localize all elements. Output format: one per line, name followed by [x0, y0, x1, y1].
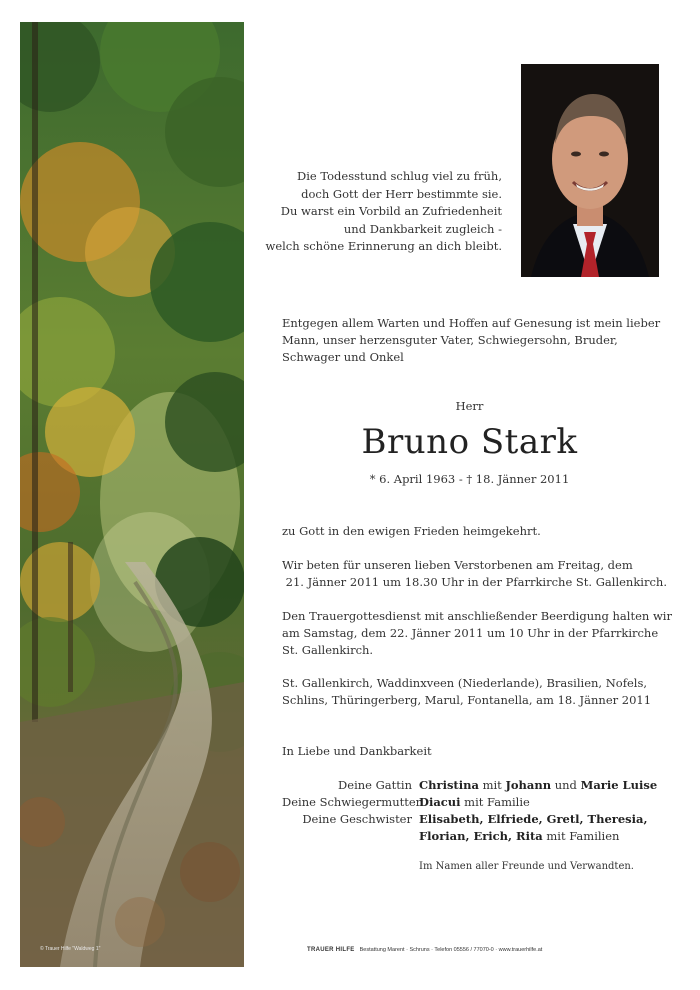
photo-credit: © Trauer Hilfe "Waldweg 1"	[40, 946, 101, 952]
connector-text: mit Familien	[542, 829, 620, 843]
mourner-name: Christina	[419, 778, 479, 792]
mourner-role: Deine Schwiegermutter	[282, 795, 422, 809]
closing-text: Im Namen aller Freunde und Verwandten.	[419, 861, 634, 872]
mourner-row	[282, 777, 682, 794]
connector-text: und	[551, 778, 581, 792]
mourner-name: Diacui	[419, 795, 461, 809]
funeral-service-text: Den Trauergottesdienst mit anschließender Beerdigung halten wir am Samstag, dem 22. Jänner 2011 um 10 Uhr in der Pfarrkirche St. Gallenkirch.	[282, 609, 672, 657]
forest-path-photo	[20, 22, 244, 967]
poem	[242, 168, 502, 256]
life-dates: * 6. April 1963 - † 18. Jänner 2011	[369, 472, 570, 486]
connector-text: mit	[478, 778, 506, 792]
mourner-names	[419, 794, 682, 811]
mourner-names	[419, 777, 682, 794]
mourner-name: Florian, Erich, Rita	[419, 829, 543, 843]
prayer-text	[282, 557, 672, 591]
mourner-row	[282, 794, 682, 811]
places-date-text: St. Gallenkirch, Waddinxveen (Niederlande), Brasilien, Nofels, Schlins, Thüringerberg, Marul, Fontanella, am 18. Jänner 2011	[282, 676, 652, 707]
mourner-row	[282, 811, 682, 845]
homecoming-text: zu Gott in den ewigen Frieden heimgekehrt.	[282, 524, 541, 538]
mourner-name: Johann	[505, 778, 552, 792]
love-gratitude-text: In Liebe und Dankbarkeit	[282, 744, 432, 758]
portrait-photo	[521, 64, 659, 277]
deceased-name: Bruno Stark	[361, 422, 578, 462]
footer	[307, 947, 542, 953]
salutation: Herr	[455, 399, 484, 413]
poem-line: Du warst ein Vorbild an Zufriedenheit	[280, 204, 502, 218]
footer-brand: TRAUER HILFE	[307, 947, 355, 953]
mourner-role: Deine Gattin	[338, 778, 412, 792]
poem-line: Die Todesstund schlug viel zu früh,	[297, 169, 502, 183]
mourner-names	[419, 811, 682, 845]
connector-text: mit Familie	[460, 795, 530, 809]
mourner-role: Deine Geschwister	[302, 812, 412, 826]
poem-line: doch Gott der Herr bestimmte sie.	[301, 186, 502, 201]
mourner-name: Marie Luise	[580, 778, 658, 792]
mourner-name: Elisabeth, Elfriede, Gretl, Theresia,	[419, 812, 648, 826]
footer-contact: Bestattung Marent · Schruns · Telefon 05556 / 77070-0 · www.trauerhilfe.at	[359, 947, 543, 953]
poem-line: und Dankbarkeit zugleich -	[343, 221, 502, 236]
intro-text: Entgegen allem Warten und Hoffen auf Genesung ist mein lieber Mann, unser herzensguter Vater, Schwiegersohn, Bruder, Schwager und Onkel	[282, 316, 661, 364]
mourners-list	[282, 777, 682, 845]
poem-line: welch schöne Erinnerung an dich bleibt.	[265, 239, 502, 253]
prayer-line: Wir beten für unseren lieben Verstorbenen am Freitag, dem	[282, 558, 633, 572]
prayer-line: 21. Jänner 2011 um 18.30 Uhr in der Pfarrkirche St. Gallenkirch.	[282, 575, 667, 589]
